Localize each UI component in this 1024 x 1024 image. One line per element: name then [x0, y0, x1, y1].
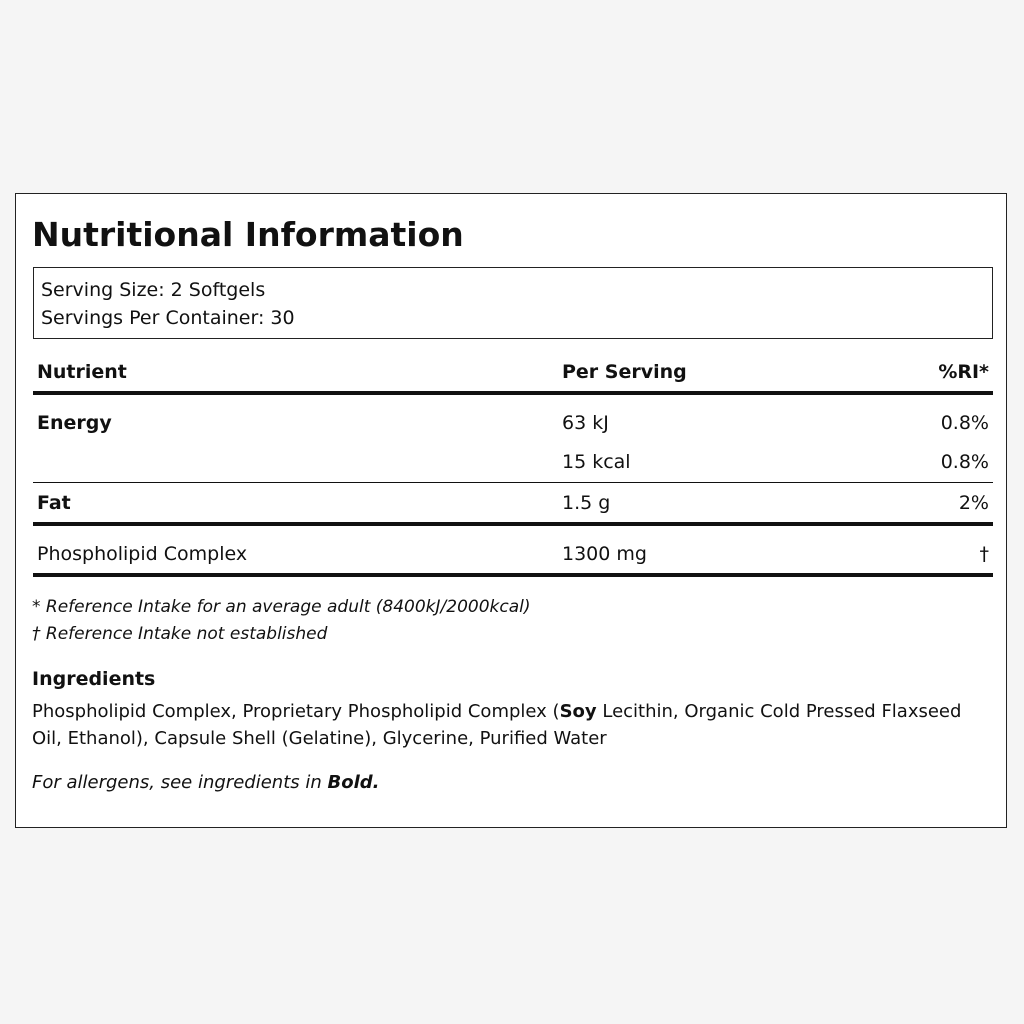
ri-value: 0.8%	[940, 451, 989, 473]
footnote-not-established: † Reference Intake not established	[32, 624, 328, 644]
nutrient-name: Energy	[37, 412, 112, 434]
nutrition-panel	[15, 193, 1007, 828]
allergen-note-emphasis: Bold.	[327, 772, 380, 793]
allergen-note-prefix: For allergens, see ingredients in	[32, 772, 328, 793]
ri-value: 2%	[958, 492, 989, 514]
ingredients-text	[32, 698, 990, 752]
footnote-reference-intake: * Reference Intake for an average adult (8400kJ/2000kcal)	[32, 597, 531, 617]
ingredients-heading: Ingredients	[32, 668, 156, 690]
nutrient-name: Phospholipid Complex	[37, 543, 248, 565]
per-serving-value: 63 kJ	[562, 412, 609, 434]
panel-title: Nutritional Information	[32, 215, 464, 254]
servings-per-container: Servings Per Container: 30	[41, 307, 295, 329]
per-serving-value: 1300 mg	[562, 543, 647, 565]
per-serving-value: 15 kcal	[562, 451, 631, 473]
ri-value: 0.8%	[940, 412, 989, 434]
row-divider	[33, 482, 993, 483]
allergen-soy: Soy	[559, 701, 597, 722]
column-header-per-serving: Per Serving	[562, 361, 687, 383]
ingredients-text-after: Lecithin, Organic Cold Pressed Flaxseed Oil, Ethanol), Capsule Shell (Gelatine), Glycerine, Purified Water	[32, 701, 962, 749]
serving-size: Serving Size: 2 Softgels	[41, 279, 266, 301]
ingredients-text-before: Phospholipid Complex, Proprietary Phospholipid Complex (	[32, 701, 560, 722]
table-bottom-rule	[33, 573, 993, 577]
row-divider-thick	[33, 522, 993, 526]
ri-value: †	[979, 543, 989, 565]
column-header-ri: %RI*	[938, 361, 989, 383]
nutrient-name: Fat	[37, 492, 71, 514]
per-serving-value: 1.5 g	[562, 492, 611, 514]
serving-info-box	[33, 267, 993, 339]
column-header-nutrient: Nutrient	[37, 361, 127, 383]
allergen-note	[32, 770, 379, 796]
header-divider	[33, 391, 993, 395]
